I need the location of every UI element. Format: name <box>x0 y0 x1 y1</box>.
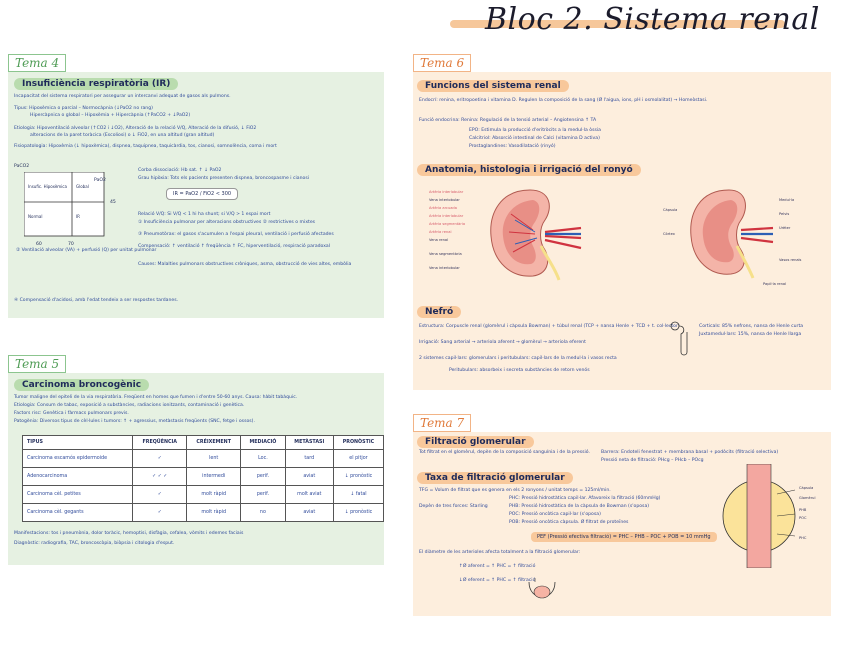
tema5-line: Factors risc: Genètica i fàrmacs pulmonars previs. <box>14 411 129 416</box>
kidney-vascular-illustration <box>485 184 585 282</box>
tema4-line: Corba dissociació: Hb sat. ↑ ↓ PaO2 <box>138 168 222 173</box>
table-cell: perif. <box>241 486 285 504</box>
kidney-label: Vena interlobular <box>429 266 460 270</box>
table-cell: el pitjor <box>333 450 383 468</box>
table-header: MEDIACIÓ <box>241 436 285 450</box>
table-row <box>23 486 384 504</box>
kidney-label: Artèria interlobular <box>429 190 464 194</box>
bottom-line: El diàmetre de les arterioles afecta totalment a la filtració glomerular: <box>419 550 581 555</box>
taxa-line: PHB: Pressió hidrostàtica de la càpsula de Bowman (s'oposa) <box>509 504 650 509</box>
kidney-label: Vena segmentària <box>429 252 462 256</box>
taxa-line: POC: Pressió oncòtica capil·lar (s'oposa) <box>509 512 601 517</box>
nefron-line: Irrigació: Sang arterial → arteriola aferent → glomèrul → arteriola eferent <box>419 340 586 345</box>
kidney-label: Vena renal <box>429 238 449 242</box>
tema6-panel <box>413 72 831 390</box>
kidney-label: Artèria renal <box>429 230 452 234</box>
kidney-anatomy-illustration <box>685 184 775 280</box>
tema4-line: ② Ventilació alveolar (VA) + perfusió (Q) per unitat pulmonar <box>16 248 157 253</box>
kidney-label: Pelvis <box>779 212 790 216</box>
tema6-line: Calcitriol: Absorció intestinal de Calci (vitamina D activa) <box>469 136 600 141</box>
table-cell: aviat <box>285 468 333 486</box>
table-header-row <box>23 436 384 450</box>
bottom-line: ↓Ø eferent = ↑ PHC = ↑ filtració <box>459 578 536 583</box>
kidney-label: Càpsula <box>663 208 678 212</box>
axis-label-x: PaO2 <box>94 178 106 183</box>
tema7-line: Barrera: Endoteli fenestrat + membrana basal + podòcits (filtració selectiva) <box>601 450 779 455</box>
tema4-line: Causes: Malalties pulmonars obstructives cròniques, asma, obstrucció de vies altes, embòlia <box>138 262 352 267</box>
grid-bottom-left: Normal <box>28 214 43 219</box>
tema7-section-title: Filtració glomerular <box>417 436 534 448</box>
table-cell: molt aviat <box>285 486 333 504</box>
kidney-label: Urèter <box>779 226 791 230</box>
table-cell: ↓ fatal <box>333 486 383 504</box>
table-cell: ✓ ✓ ✓ <box>133 468 187 486</box>
table-row <box>23 504 384 522</box>
taxa-line: TFG = Volum de filtrat que es genera en els 2 ronyons / unitat temps = 125ml/min. <box>419 488 611 493</box>
table-row <box>23 468 384 486</box>
taxa-line: PHC: Pressió hidrostàtica capil·lar. Afavoreix la filtració (60mmHg) <box>509 496 661 501</box>
tema5-footer-line: Diagnòstic: radiografia, TAC, broncoscòpia, biòpsia i citologia d'esput. <box>14 541 175 546</box>
pef-formula: PEF (Pressió efectiva filtració) = PHC – PHB – POC + POB = 10 mmHg <box>531 532 717 542</box>
tema7-tag: Tema 7 <box>413 414 471 432</box>
nephron-sketch <box>669 320 693 358</box>
nefron-line: Peritubulars: absorbeix i secreta substàncies de retorn venós <box>449 368 590 373</box>
tema7-line: Tot filtrat en el glomèrul, depèn de la composició sanguínia i de la pressió. <box>419 450 590 455</box>
tema5-section-title: Carcinoma broncogènic <box>14 379 149 391</box>
grid-top-left: Insufic. Hipoxèmica <box>28 184 67 189</box>
taxa-line: POB: Pressió oncòtica càpsula. Ø filtrat de proteïnes <box>509 520 629 525</box>
tema6-line: Endocrí: renina, eritropoetina i vitamina D. Regulen la composició de la sang (Ø l'aigua, ions, pH i osmolalitat) → Homeòstasi. <box>419 98 708 103</box>
table-cell: molt ràpid <box>187 504 241 522</box>
table-cell: Adenocarcinoma <box>23 468 133 486</box>
table-header: CRÉIXEMENT <box>187 436 241 450</box>
kidney-label: Còrtex <box>663 232 675 236</box>
tema4-line: ③ Pneumotòrax: el gasos s'acumulen a l'espai pleural, ventilació i perfusió afectades <box>138 232 334 237</box>
tema4-line: ① Insuficiència pulmonar per alteracions obstructives ② restrictives o mixtes <box>138 220 316 225</box>
nefron-side-line: Corticals: 85% nefrons, nansa de Henle curta <box>699 324 804 329</box>
grid-top-right: Global <box>76 184 89 189</box>
tema4-section-title: Insuficiència respiratòria (IR) <box>14 78 178 90</box>
table-cell: ↓ pronòstic <box>333 504 383 522</box>
table-header: PRONÒSTIC <box>333 436 383 450</box>
tema6-section-title: Funcions del sistema renal <box>417 80 569 92</box>
table-cell: ✓ <box>133 486 187 504</box>
nefron-side-line: Juxtamedul·lars: 15%, nansa de Henle llarga <box>699 332 802 337</box>
diagram-label: PHC <box>799 536 807 540</box>
table-cell: perif. <box>241 468 285 486</box>
table-cell: tard <box>285 450 333 468</box>
tema4-line: Relació V/Q: Si V/Q < 1 hi ha shunt; si V/Q > 1 espai mort <box>138 212 271 217</box>
kidney-label: Vena interlobular <box>429 198 460 202</box>
tema4-line: Compensació: ↑ ventilació ↑ freqüència ↑ FC, hiperventilació, respiració paradoxal <box>138 244 331 249</box>
tema7-panel <box>413 432 831 616</box>
nefron-line: Estructura: Corpuscle renal (glomèrul i càpsula Bowman) + túbul renal (TCP + nansa Henle + TCD + t. col·lector) <box>419 324 680 329</box>
table-row <box>23 450 384 468</box>
taxa-line: Depèn de tres forces: Starling <box>419 504 488 509</box>
diagram-label: Glomèrul <box>799 496 816 500</box>
tema4-tag: Tema 4 <box>8 54 66 72</box>
tema5-line: Etiologia: Consum de tabac, exposició a substàncies, radiacions ionitzants, contaminació i genètica. <box>14 403 245 408</box>
nefron-line: 2 sistemes capil·lars: glomerulars i peritubulars: capil·lars de la medul·la i vasos recta <box>419 356 617 361</box>
tema6-line: EPO: Estimula la producció d'eritròcits a la medul·la òssia <box>469 128 601 133</box>
table-cell: ✓ <box>133 504 187 522</box>
tema6-tag: Tema 6 <box>413 54 471 72</box>
table-cell: molt ràpid <box>187 486 241 504</box>
table-header: TIPUS <box>23 436 133 450</box>
kidney-label: Medul·la <box>779 198 795 202</box>
anatomy-title: Anatomia, histologia i irrigació del ronyó <box>417 164 641 176</box>
tema4-line: ④ Compensació d'acidosi, amb l'edat tendeix a ser respostes tardanes. <box>14 298 179 303</box>
tema4-line: Tipus: Hipoxèmica o parcial – Normocàpnia (↓PaO2 no rang) <box>14 106 153 111</box>
tema4-line: Hipercàpnica o global – Hipoxèmia + Hipercàpnia (↑PaCO2 + ↓PaO2) <box>30 113 191 118</box>
tema6-line: Prostaglandines: Vasodilatació (rinyó) <box>469 144 556 149</box>
table-cell: Carcinoma cèl. petites <box>23 486 133 504</box>
carcinoma-table <box>22 435 384 522</box>
grid-x-tick-2: 70 <box>68 242 74 247</box>
tema7-line: Pressió neta de filtració: PHcg – PHcb – POcg <box>601 458 704 463</box>
grid-x-tick-1: 60 <box>36 242 42 247</box>
glomerulus-sketch <box>525 578 559 610</box>
tema5-line: Tumor maligne del epiteli de la via respiratòria. Freqüent en homes que fumen i d'entre 50-60 anys. Causa: hàbit tabàquic. <box>14 395 298 400</box>
kidney-label: Papil·la renal <box>763 282 787 286</box>
kidney-label: Artèria arcuada <box>429 206 457 210</box>
kidney-label: Artèria segmentària <box>429 222 466 226</box>
tema4-line: Incapacitat del sistema respiratori per assegurar un intercanvi adequat de gasos als pulmons. <box>14 94 231 99</box>
tema4-line: Etiologia: Hipoventilació alveolar (↑CO2 i ↓O2), Alteració de la relació V/Q, Alteració de la difusió, ↓ FiO2 <box>14 126 257 131</box>
axis-label-y: PaCO2 <box>14 164 30 169</box>
tema4-formula: IR = PaO2 / FiO2 < 300 <box>166 188 238 200</box>
tema4-panel <box>8 72 384 318</box>
diagram-label: PHB <box>799 508 807 512</box>
kidney-label: Vasos renals <box>779 258 802 262</box>
table-header: METÀSTASI <box>285 436 333 450</box>
grid-y-tick: 45 <box>110 200 116 205</box>
tema5-footer-line: Manifestacions: tos i pneumònia, dolor toràcic, hemoptisi, disfàgia, cefalea, vòmits i edemes faciais <box>14 531 244 536</box>
table-cell: Carcinoma cèl. gegants <box>23 504 133 522</box>
tema4-line: Fisiopatologia: Hipoxèmia (↓ hipoxèmica), dispnea, taquipnea, taquicàrdia, tos, cianosi, somnolència, coma i mort <box>14 144 277 149</box>
table-cell: aviat <box>285 504 333 522</box>
grid-bottom-right: IR <box>76 214 80 219</box>
table-cell: intermedi <box>187 468 241 486</box>
tema4-line: Grau hipòxia: Tots els pacients presenten dispnea, broncospasme i cianosi <box>138 176 310 181</box>
table-cell: ↓ pronòstic <box>333 468 383 486</box>
table-cell: Loc. <box>241 450 285 468</box>
kidney-label: Artèria interlobular <box>429 214 464 218</box>
diagram-label: Càpsula <box>799 486 814 490</box>
table-cell: no <box>241 504 285 522</box>
table-cell: lent <box>187 450 241 468</box>
tema5-line: Patogènia: Diversos tipus de cèl·lules i tumors: ↑ + agressius, metàstasis freqüents (SNC, fetge i ossos). <box>14 419 255 424</box>
tema6-line: Funció endocrina: Renina: Regulació de la tensió arterial – Angiotensina ↑ TA <box>419 118 597 123</box>
table-cell: Carcinoma escamós epidermoide <box>23 450 133 468</box>
tema5-tag: Tema 5 <box>8 355 66 373</box>
taxa-title: Taxa de filtració glomerular <box>417 472 573 484</box>
table-cell: ✓ <box>133 450 187 468</box>
nefron-title: Nefró <box>417 306 461 318</box>
diagram-label: POC <box>799 516 807 520</box>
tema5-panel <box>8 373 384 565</box>
table-header: FREQÜÈNCIA <box>133 436 187 450</box>
tema4-line: alteracions de la paret toràcica (Escoliosi) o ↓ FiO2, en una altitud (gran altitud) <box>30 133 215 138</box>
bottom-line: ↑Ø aferent = ↑ PHC = ↑ filtració <box>459 564 536 569</box>
page-title: Bloc 2. Sistema renal <box>485 2 820 37</box>
